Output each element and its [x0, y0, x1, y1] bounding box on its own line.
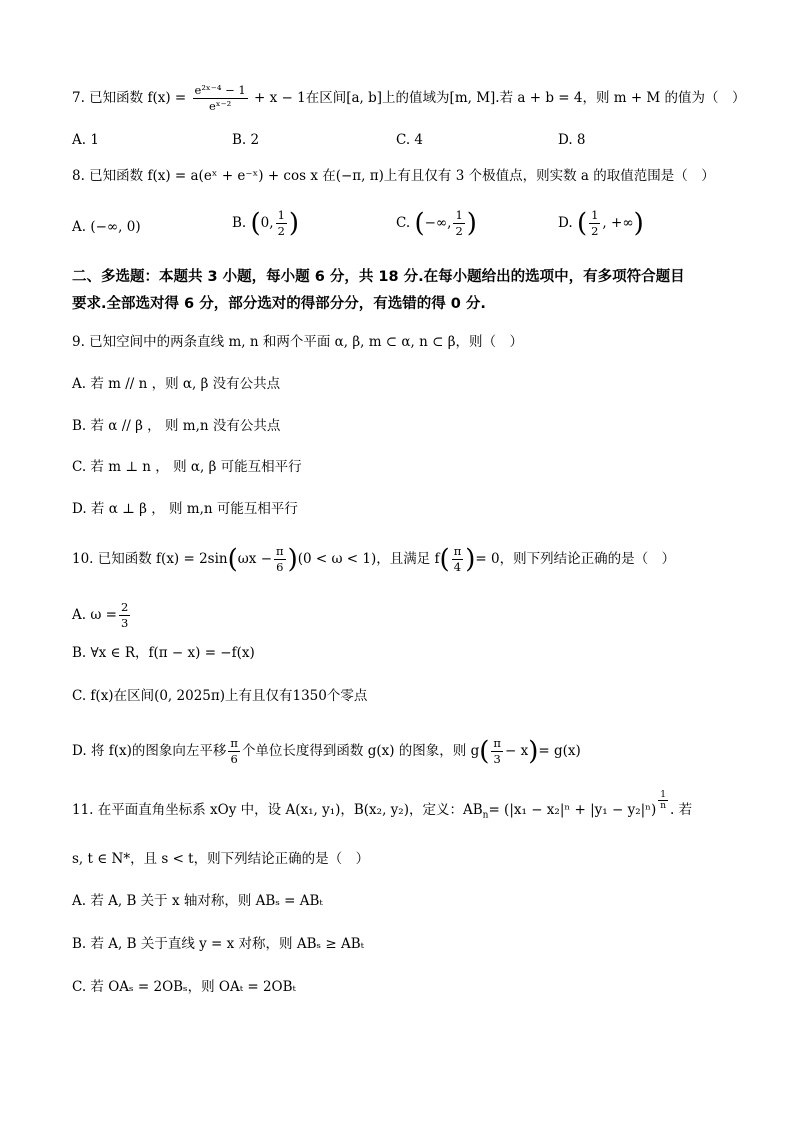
q8-d-post: , +∞	[602, 215, 634, 231]
q10-close-paren: )	[287, 544, 298, 575]
question-10	[72, 544, 675, 575]
question-7	[72, 83, 746, 114]
q9-option-a: A. 若 m // n ，则 α, β 没有公共点	[72, 376, 281, 392]
q8-d-half-den: 2	[591, 224, 599, 238]
q10-pi-over-4	[452, 544, 464, 575]
q10-arg-pre: ωx −	[237, 551, 273, 567]
q8-c-half	[453, 208, 464, 239]
q10-option-d	[72, 736, 581, 767]
q8-c-half-den: 2	[455, 224, 463, 238]
q7-frac-denominator: eˣ⁻²	[208, 99, 232, 113]
q10-pi4-num: π	[453, 544, 462, 558]
q11-line2: s, t ∈ N*，且 s < t，则下列结论正确的是（ ）	[72, 851, 370, 867]
q10-option-a	[72, 600, 132, 631]
q10-four-den: 4	[453, 560, 462, 574]
q10-a-fraction	[119, 600, 130, 631]
q7-option-a: A. 1	[72, 132, 99, 148]
q8-option-c	[396, 208, 477, 239]
q7-option-d: D. 8	[558, 132, 586, 148]
q8-b-half-den: 2	[277, 224, 285, 238]
q8-option-b-label: B.	[232, 215, 247, 231]
q10-option-c: C. f(x)在区间(0, 2025π)上有且仅有1350个零点	[72, 688, 368, 704]
q7-frac-numerator: e²ˣ⁻⁴ − 1	[194, 83, 246, 97]
q8-option-d-label: D.	[558, 215, 573, 231]
q10-d-open-paren: (	[479, 736, 490, 767]
q8-option-c-label: C.	[396, 215, 411, 231]
q10-d-pi3-num: π	[493, 736, 501, 750]
q7-number: 7. 已知函数	[72, 90, 144, 106]
q10-option-b: B. ∀x ∈ R，f(π − x) = −f(x)	[72, 645, 255, 661]
q9-option-b: B. 若 α // β ， 则 m,n 没有公共点	[72, 418, 281, 434]
q10-cond: (0 < ω < 1)，且满足 f	[297, 551, 440, 567]
q8-b-half-num: 1	[277, 208, 285, 222]
q10-d-pre: D. 将 f(x)的图象向左平移	[72, 743, 227, 759]
q8-b-pre: 0,	[260, 215, 274, 231]
q8-b-half	[276, 208, 287, 239]
q10-d-pi-over-6	[228, 736, 240, 767]
q8-d-half-num: 1	[591, 208, 599, 222]
section-2-heading-line2: 要求.全部选对得 6 分，部分选对的得部分分，有选错的得 0 分.	[72, 296, 486, 312]
q10-d-three-den: 3	[493, 752, 501, 766]
q11-option-a: A. 若 A, B 关于 x 轴对称，则 ABₛ = ABₜ	[72, 893, 323, 909]
q10-f-open-paren: (	[439, 544, 450, 575]
q10-d-pi-over-3	[491, 736, 503, 767]
q8-b-open-paren: (	[250, 208, 261, 239]
q10-d-post: = g(x)	[538, 743, 581, 759]
q8-c-pre: −∞,	[424, 215, 452, 231]
q10-a-den: 3	[120, 616, 129, 630]
q9-option-c: C. 若 m ⊥ n ， 则 α, β 可能互相平行	[72, 459, 302, 475]
section-2-heading-line1: 二、多选题：本题共 3 小题，每小题 6 分，共 18 分.在每小题给出的选项中，有多项符合题目	[72, 269, 685, 285]
q10-six-den: 6	[276, 560, 284, 574]
question-9: 9. 已知空间中的两条直线 m, n 和两个平面 α, β, m ⊂ α, n ⊂ β，则（ ）	[72, 334, 523, 350]
q7-option-c: C. 4	[396, 132, 424, 148]
q8-c-close-paren: )	[466, 208, 477, 239]
question-11	[72, 790, 693, 826]
q10-pi-num: π	[276, 544, 284, 558]
q8-c-open-paren: (	[414, 208, 425, 239]
q11-option-b: B. 若 A, B 关于直线 y = x 对称，则 ABₛ ≥ ABₜ	[72, 936, 364, 952]
q10-pi-over-6	[274, 544, 286, 575]
q11-exponent	[658, 790, 668, 811]
q11-def-sub: n	[482, 810, 489, 821]
q7-rest: + x − 1在区间[a, b]上的值域为[m, M].若 a + b = 4，则 m + M 的值为（ ）	[254, 90, 746, 106]
q11-line1-post: . 若	[670, 802, 693, 818]
q11-def-body: = (|x₁ − x₂|ⁿ + |y₁ − y₂|ⁿ)	[488, 802, 657, 818]
q8-d-close-paren: )	[633, 208, 644, 239]
q11-option-c: C. 若 OAₛ = 2OBₛ，则 OAₜ = 2OBₜ	[72, 979, 296, 995]
q10-f-close-paren: )	[465, 544, 476, 575]
q10-a-lhs: ω =	[90, 607, 117, 623]
question-8: 8. 已知函数 f(x) = a(eˣ + e⁻ˣ) + cos x 在(−π, π)上有且仅有 3 个极值点，则实数 a 的取值范围是（ ）	[72, 168, 715, 184]
q11-exp-den: n	[660, 801, 667, 811]
q10-pre: 10. 已知函数 f(x) = 2sin	[72, 551, 228, 567]
q8-d-open-paren: (	[576, 208, 588, 239]
q10-a-num: 2	[120, 600, 129, 614]
q8-c-half-num: 1	[455, 208, 463, 222]
q10-d-close-paren: )	[528, 736, 539, 767]
q7-option-b: B. 2	[232, 132, 260, 148]
q11-line1-pre: 11. 在平面直角坐标系 xOy 中，设 A(x₁, y₁)，B(x₂, y₂)，定义：	[72, 802, 463, 818]
q8-d-half	[589, 208, 600, 239]
q10-open-paren: (	[227, 544, 238, 575]
q8-option-b	[232, 208, 299, 239]
q10-d-arg-post: − x	[504, 743, 529, 759]
q11-def-ab: AB	[462, 802, 483, 818]
q8-b-close-paren: )	[288, 208, 300, 239]
q11-exp-num: 1	[660, 790, 667, 800]
q7-fraction	[193, 83, 248, 114]
q10-d-pi-num: π	[230, 736, 238, 750]
q10-d-six-den: 6	[230, 752, 238, 766]
q9-option-d: D. 若 α ⊥ β ， 则 m,n 可能互相平行	[72, 501, 298, 517]
q10-post: = 0，则下列结论正确的是（ ）	[475, 551, 676, 567]
q8-option-d	[558, 208, 644, 239]
q7-f-lhs: f(x) =	[147, 90, 187, 106]
q10-a-label: A.	[72, 607, 87, 623]
q11-def	[462, 802, 489, 821]
q8-option-a: A. (−∞, 0)	[72, 219, 141, 235]
q10-d-mid: 个单位长度得到函数 g(x) 的图象，则 g	[241, 743, 480, 759]
